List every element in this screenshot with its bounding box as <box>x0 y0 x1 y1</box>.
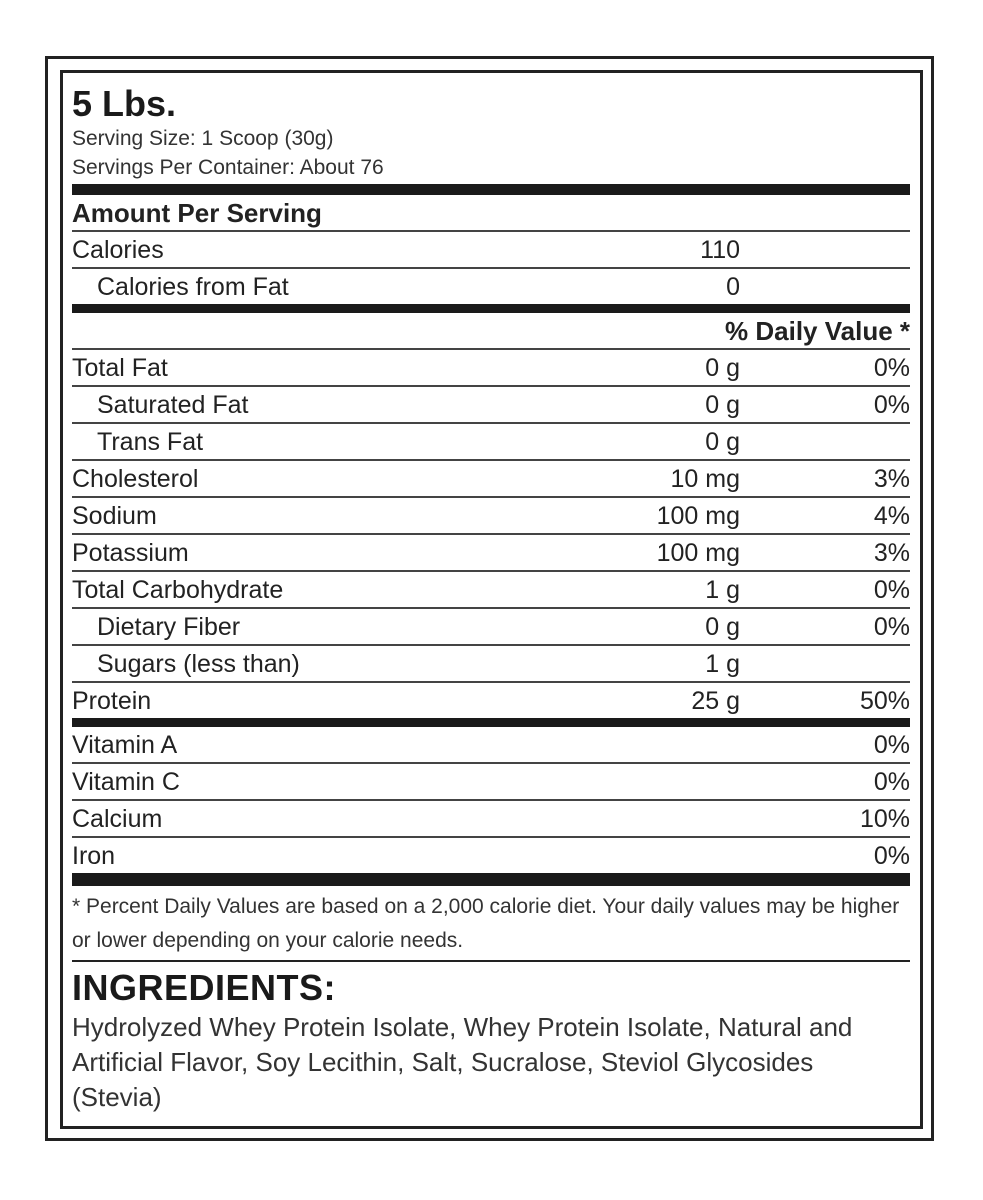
calories-from-fat-value: 0 <box>726 273 740 301</box>
nutrient-label: Trans Fat <box>97 428 204 456</box>
vitamin-label: Vitamin A <box>72 731 178 759</box>
nutrient-row <box>72 424 910 461</box>
nutrient-daily-value: 0% <box>873 576 910 604</box>
nutrient-amount: 1 g <box>705 576 740 604</box>
nutrient-label: Sugars (less than) <box>97 650 300 678</box>
nutrient-row <box>72 461 910 498</box>
thick-divider <box>72 873 910 886</box>
container-size-title: 5 Lbs. <box>72 83 177 124</box>
vitamin-row <box>72 801 910 838</box>
vitamin-row <box>72 764 910 801</box>
nutrient-row <box>72 572 910 609</box>
nutrient-daily-value: 0% <box>873 391 910 419</box>
nutrient-row <box>72 535 910 572</box>
vitamin-daily-value: 10% <box>859 805 910 833</box>
vitamin-label: Vitamin C <box>72 768 180 796</box>
nutrient-daily-value: 3% <box>873 539 910 567</box>
nutrient-amount: 0 g <box>705 428 740 456</box>
nutrient-daily-value: 4% <box>873 502 910 530</box>
nutrient-amount: 100 mg <box>656 539 740 567</box>
nutrient-label: Potassium <box>72 539 189 567</box>
vitamin-label: Calcium <box>72 805 163 833</box>
vitamin-daily-value: 0% <box>873 842 910 870</box>
vitamin-row <box>72 727 910 764</box>
daily-value-footnote: * Percent Daily Values are based on a 2,000 calorie diet. Your daily values may be higher or lower depending on your calorie needs. <box>72 886 910 962</box>
vitamin-label: Iron <box>72 842 116 870</box>
nutrient-label: Total Carbohydrate <box>72 576 284 604</box>
thick-divider <box>72 184 910 195</box>
nutrient-row <box>72 387 910 424</box>
nutrient-daily-value: 0% <box>873 613 910 641</box>
nutrient-label: Saturated Fat <box>97 391 249 419</box>
ingredients-text: Hydrolyzed Whey Protein Isolate, Whey Protein Isolate, Natural and Artificial Flavor, Soy Lecithin, Salt, Sucralose, Steviol Glycosides (Stevia) <box>72 1012 853 1112</box>
nutrient-label: Total Fat <box>72 354 168 382</box>
nutrient-row <box>72 646 910 683</box>
medium-divider <box>72 718 910 727</box>
nutrient-row <box>72 609 910 646</box>
nutrient-row <box>72 498 910 535</box>
calories-from-fat-row <box>72 269 910 304</box>
medium-divider <box>72 304 910 313</box>
daily-value-header-row <box>72 313 910 350</box>
vitamin-row <box>72 838 910 873</box>
vitamin-daily-value: 0% <box>873 731 910 759</box>
nutrient-amount: 100 mg <box>656 502 740 530</box>
nutrient-amount: 1 g <box>705 650 740 678</box>
nutrient-amount: 0 g <box>705 391 740 419</box>
nutrient-row <box>72 683 910 718</box>
amount-per-serving-row <box>72 195 910 232</box>
calories-row <box>72 232 910 269</box>
nutrient-row <box>72 350 910 387</box>
nutrition-facts-panel <box>72 84 910 1115</box>
nutrient-daily-value: 3% <box>873 465 910 493</box>
vitamin-daily-value: 0% <box>873 768 910 796</box>
nutrient-amount: 0 g <box>705 613 740 641</box>
nutrient-amount: 10 mg <box>670 465 740 493</box>
nutrient-amount: 25 g <box>691 687 740 715</box>
nutrient-label: Dietary Fiber <box>97 613 241 641</box>
nutrient-label: Cholesterol <box>72 465 199 493</box>
servings-per-container: Servings Per Container: About 76 <box>72 156 384 179</box>
nutrient-daily-value: 0% <box>873 354 910 382</box>
amount-per-serving-label: Amount Per Serving <box>72 198 322 228</box>
ingredients-title: INGREDIENTS: <box>72 967 337 1008</box>
serving-size: Serving Size: 1 Scoop (30g) <box>72 127 334 150</box>
nutrient-amount: 0 g <box>705 354 740 382</box>
nutrient-label: Sodium <box>72 502 157 530</box>
calories-from-fat-label: Calories from Fat <box>97 273 289 301</box>
calories-value: 110 <box>700 236 740 264</box>
calories-label: Calories <box>72 236 164 264</box>
nutrient-label: Protein <box>72 687 152 715</box>
daily-value-header: % Daily Value * <box>725 316 910 346</box>
nutrient-list <box>72 350 910 718</box>
nutrient-daily-value: 50% <box>859 687 910 715</box>
vitamin-list <box>72 727 910 873</box>
